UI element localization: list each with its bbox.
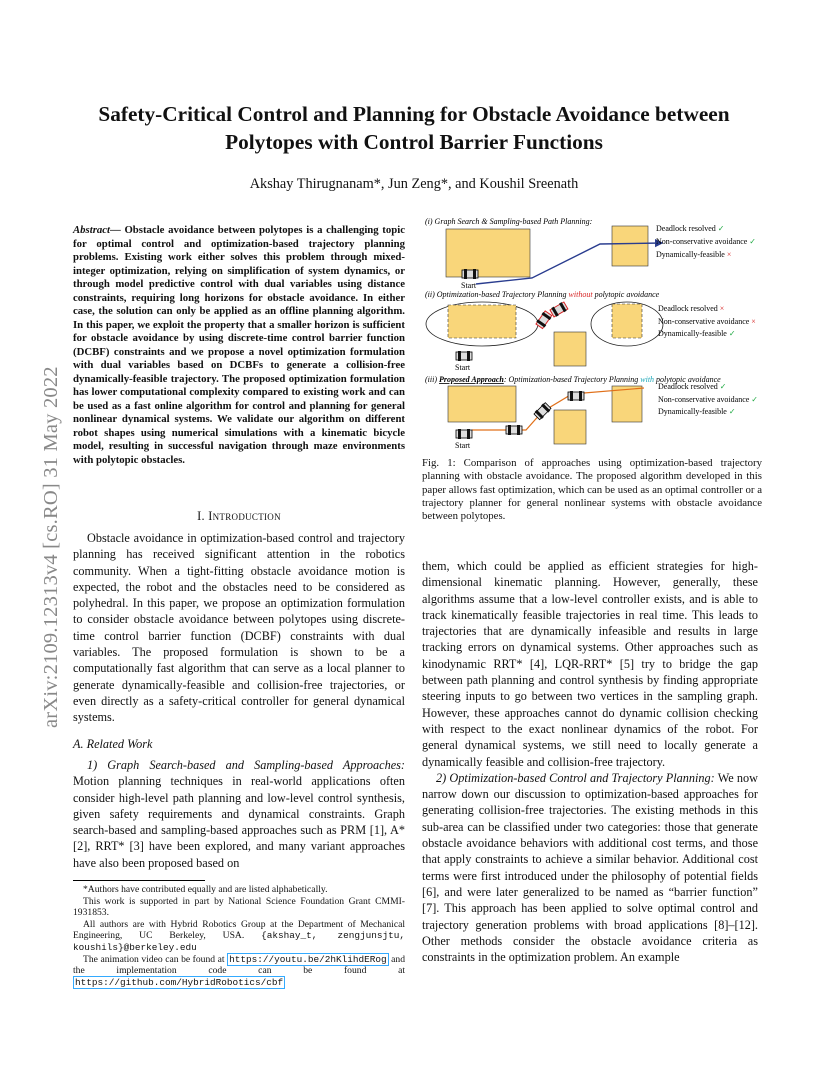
obstacle-box xyxy=(612,386,642,422)
obstacle-box xyxy=(554,410,586,444)
svg-text:Deadlock resolved ✓: Deadlock resolved ✓ xyxy=(658,382,727,391)
car-icon xyxy=(506,425,522,435)
subsection-heading-related-work: A. Related Work xyxy=(73,737,153,751)
car-icon xyxy=(568,391,584,401)
svg-text:Non-conservative avoidance ×: Non-conservative avoidance × xyxy=(658,317,756,326)
svg-text:Deadlock resolved ×: Deadlock resolved × xyxy=(658,304,725,313)
related-work-paragraph-2 xyxy=(422,770,758,966)
footnote-rule xyxy=(73,880,205,881)
obstacle-box xyxy=(612,304,642,338)
figure-1 xyxy=(422,214,762,454)
right-column-text xyxy=(422,558,758,965)
paragraph-text: Motion planning techniques in real-world applications often consider high-level path planning and low-level control synthesis, given safety requirements and dynamical constraints. Graph search-based and sampling-based approaches such as PRM [1], A* [2], RRT* [3] have been explored, and many variant approaches have also been proposed based on xyxy=(73,774,405,870)
obstacle-box xyxy=(448,305,516,338)
video-link[interactable]: https://youtu.be/2hKlihdERog xyxy=(229,953,387,965)
svg-text:Dynamically-feasible ×: Dynamically-feasible × xyxy=(656,250,732,259)
intro-text: Obstacle avoidance in optimization-based control and trajectory planning has received significant attention in the robotics community. When a tight-fitting obstacle avoidance motion is expected, the robot and the obstacles need to be considered as polyhedral. In this paper, we propose an optimization formulation to consider obstacle avoidance between polytopes using discrete-time control barrier function (DCBF) constraints with dual variables. The proposed formulation is shown to be a computationally fast algorithm that can serve as a local planner to generate dynamically-feasible and collision-free trajectories, or even directly as a safety-critical controller for general dynamical systems. xyxy=(73,531,405,725)
svg-text:Non-conservative avoidance ✓: Non-conservative avoidance ✓ xyxy=(656,237,756,246)
obstacle-box xyxy=(612,226,648,266)
start-label: Start xyxy=(461,281,477,290)
car-icon xyxy=(456,351,472,361)
code-link[interactable]: https://github.com/HybridRobotics/cbf xyxy=(75,976,284,988)
related-work-paragraph-1 xyxy=(73,757,405,871)
car-icon xyxy=(533,402,551,420)
start-label: Start xyxy=(455,441,471,450)
arxiv-identifier: arXiv:2109.12313v4 [cs.RO] 31 May 2022 xyxy=(40,366,62,728)
start-label: Start xyxy=(455,363,471,372)
legend-panel1 xyxy=(656,224,756,259)
car-icon xyxy=(456,429,472,439)
panel2-title: (ii) Optimization-based Trajectory Planning without polytopic avoidance xyxy=(425,290,660,299)
section-heading-introduction: I. Introduction xyxy=(197,509,281,523)
svg-text:Deadlock resolved ✓: Deadlock resolved ✓ xyxy=(656,224,725,233)
panel3-title: (iii) Proposed Approach: Optimization-based Trajectory Planning with polytopic avoidance xyxy=(425,375,721,384)
footnotes xyxy=(73,884,405,988)
svg-text:Dynamically-feasible ✓: Dynamically-feasible ✓ xyxy=(658,329,736,338)
svg-text:Dynamically-feasible ✓: Dynamically-feasible ✓ xyxy=(658,407,736,416)
intro-paragraph xyxy=(73,530,405,726)
author-emails: {akshay_t, zengjunsjtu, koushils}@berkeley.edu xyxy=(73,930,405,953)
figure-caption: Fig. 1: Comparison of approaches using optimization-based trajectory planning with obstacle avoidance. The proposed algorithm developed in this paper allows fast optimization, which can be used as an optimal controller or a trajectory planner for general nonlinear systems with obstacle avoidance between polytopes. xyxy=(422,457,762,523)
paper-title: Safety-Critical Control and Planning for Obstacle Avoidance between Polytopes with Control Barrier Functions xyxy=(98,102,730,154)
paragraph-text: We now narrow down our discussion to optimization-based approaches for generating collision-free trajectories. The existing methods in this sub-area can be classified under two categories: those that generate obstacle avoidance behaviors with additional cost terms, and those that apply constraints to achieve a similar behavior. Additional cost terms were first introduced under the philosophy of potential fields [6], and were later generalized to be named as “barrier function” [7]. This approach has been applied to solve optimal control and trajectory generation problems with broad applications [8]–[12]. Other methods consider the obstacle avoidance criteria as constraints in the optimization problem. An example xyxy=(422,770,758,965)
abstract-label: Abstract xyxy=(73,224,111,236)
continued-paragraph: them, which could be applied as efficient strategies for high-dimensional kinematic planning. However, generally, these algorithms assume that a low-level controller exists, and is able to track kinematically feasible trajectories in real time. This leads to trajectories that are dynamically infeasible and results in large tracking errors on dynamical systems. Other approaches such as kinodynamic RRT* [4], LQR-RRT* [5] try to bridge the gap between path planning and control synthesis by finding appropriate steering inputs to go between two vertices in the sampling graph. However, these approaches cannot do dynamic collision checking with respect to the exact nonlinear dynamics of the robot. For general dynamical systems, we still need to locally generate a dynamically feasible and collision-free trajectory. xyxy=(422,559,758,769)
footnote-links: The animation video can be found at https://youtu.be/2hKlihdERog and the implementation code can be found at https://github.com/HybridRobotics/cbf xyxy=(73,953,405,988)
footnote-funding: This work is supported in part by National Science Foundation Grant CMMI-1931853. xyxy=(73,895,405,919)
obstacle-box xyxy=(554,332,586,366)
svg-text:Non-conservative avoidance ✓: Non-conservative avoidance ✓ xyxy=(658,395,758,404)
legend-panel2 xyxy=(658,304,756,338)
panel1-title: (i) Graph Search & Sampling-based Path Planning: xyxy=(425,217,593,226)
footnote-equal-contribution: *Authors have contributed equally and are listed alphabetically. xyxy=(83,884,328,895)
author-list: Akshay Thirugnanam*, Jun Zeng*, and Koushil Sreenath xyxy=(249,176,579,192)
paragraph-label: 2) Optimization-based Control and Trajectory Planning: xyxy=(436,770,715,785)
obstacle-box xyxy=(448,386,516,422)
abstract-text: — Obstacle avoidance between polytopes is a challenging topic for optimal control and optimization-based trajectory planning problems. Existing work either solves this problem through mixed-integer optimization, relying on simplification of system dynamics, or through model predictive control with dual variables using distance constraints, requiring long horizons for obstacle avoidance. In either case, the solution can only be applied as an offline planning algorithm. In this paper, we exploit the property that a smaller horizon is sufficient for obstacle avoidance by using discrete-time control barrier function (DCBF) constraints and we propose a novel optimization formulation with dual variables based on DCBFs to generate a collision-free dynamically-feasible trajectory. The proposed optimization formulation has lower computational complexity compared to existing work and can be used as a fast online algorithm for control and planning for general nonlinear dynamical systems. We validate our algorithm on different robot shapes using numerical simulations with a kinematic bicycle model, resulting in successful navigation through maze environments with polytopic obstacles. xyxy=(73,224,405,466)
car-icon xyxy=(462,269,478,279)
obstacle-box xyxy=(446,229,530,277)
abstract xyxy=(73,224,405,467)
legend-panel3 xyxy=(658,382,758,416)
paragraph-label: 1) Graph Search-based and Sampling-based Approaches: xyxy=(87,758,405,772)
footnote-affiliation: All authors are with Hybrid Robotics Group at the Department of Mechanical Engineering, UC Berkeley, USA. {akshay_t, zengjunsjtu, koushils}@berkeley.edu xyxy=(73,918,405,953)
